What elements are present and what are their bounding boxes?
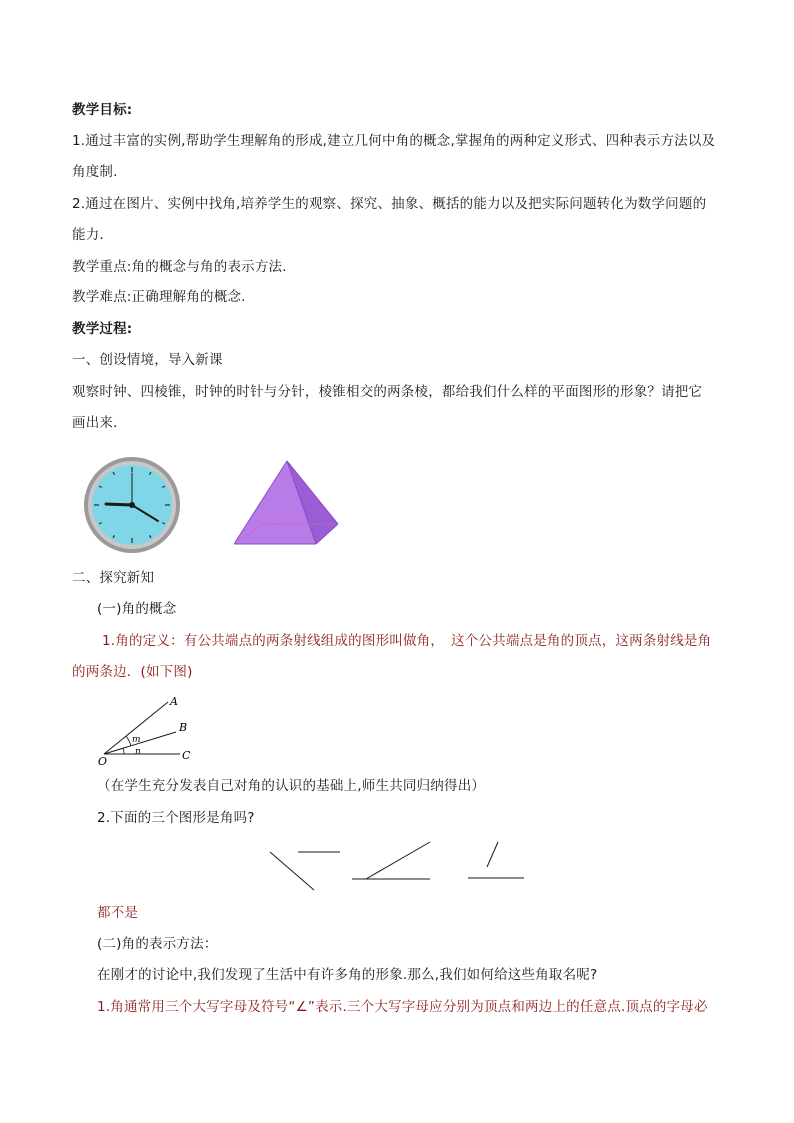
key-point: 教学重点:角的概念与角的表示方法. <box>72 259 287 275</box>
process-heading: 教学过程: <box>72 321 133 337</box>
question2: 2.下面的三个图形是角吗? <box>97 810 255 826</box>
section1-title: 一、创设情境，导入新课 <box>72 352 223 368</box>
teacher-note: （在学生充分发表自己对角的认识的基础上,师生共同归纳得出） <box>97 778 486 794</box>
teaching-goals-heading: 教学目标: <box>72 102 133 118</box>
non-angle-figures <box>262 838 532 898</box>
goal1-line1: 1.通过丰富的实例,帮助学生理解角的形成,建立几何中角的概念,掌握角的两种定义形式、四种表示方法以及 <box>72 133 716 149</box>
sub2-title: (二)角的表示方法： <box>97 936 218 952</box>
angle-label-n: n <box>135 747 141 757</box>
goal2-line1: 2.通过在图片、实例中找角,培养学生的观察、探究、抽象、概括的能力以及把实际问题转化为数学问题的 <box>72 196 707 212</box>
angle-figure <box>98 692 208 772</box>
section2-title: 二、探究新知 <box>72 570 155 586</box>
sub2-intro: 在刚才的讨论中,我们发现了生活中有许多角的形象.那么,我们如何给这些角取名呢? <box>97 967 598 983</box>
difficulty-point: 教学难点:正确理解角的概念. <box>72 289 246 305</box>
pyramid-icon <box>232 458 342 548</box>
section1-text-line1: 观察时钟、四棱锥，时钟的时针与分针，棱锥相交的两条棱，都给我们什么样的平面图形的形象？请把它 <box>72 384 703 400</box>
angle-label-o: O <box>98 755 108 768</box>
section1-text-line2: 画出来． <box>72 415 127 431</box>
sub1-title: (一)角的概念 <box>97 601 177 617</box>
angle-label-m: m <box>132 735 141 745</box>
goal1-line2: 角度制. <box>72 164 118 180</box>
clock-icon <box>82 455 182 555</box>
method1-line1: 1.角通常用三个大写字母及符号“∠”表示.三个大写字母应分别为顶点和两边上的任意点.顶点的字母必 <box>97 999 708 1015</box>
angle-label-c: C <box>182 749 191 762</box>
goal2-line2: 能力. <box>72 227 104 243</box>
definition-line2: 的两条边．(如下图) <box>72 664 193 680</box>
answer2: 都不是 <box>97 905 139 921</box>
definition-line1: 1.角的定义：有公共端点的两条射线组成的图形叫做角， 这个公共端点是角的顶点，这两条射线是角 <box>102 633 712 649</box>
angle-label-a: A <box>170 695 178 708</box>
angle-label-b: B <box>179 721 188 734</box>
